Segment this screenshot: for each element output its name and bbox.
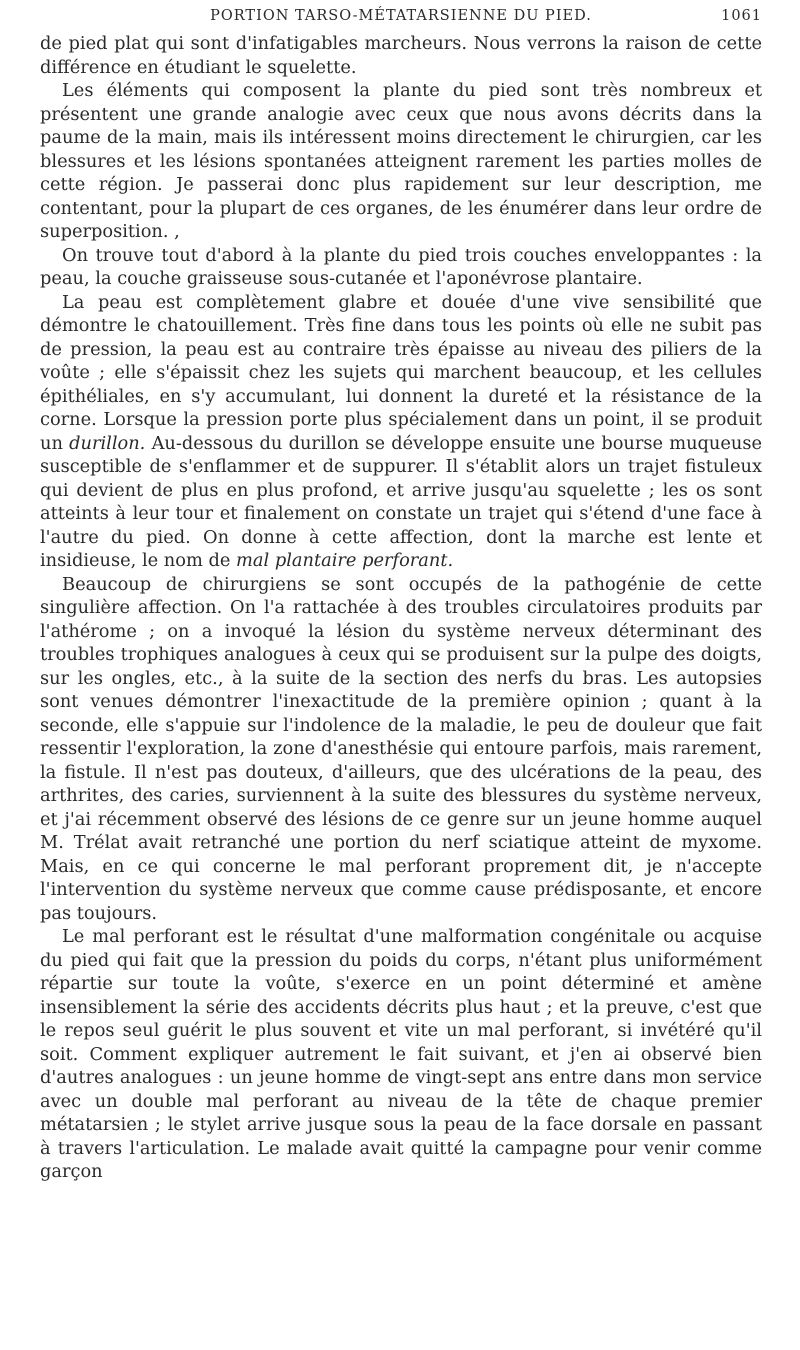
paragraph-pathogenesis: Beaucoup de chirurgiens se sont occupés de la pathogénie de cette singulière affection. On l'a rattachée à des troubles circulatoires produits par l'athérome ; on a invoqué la lésion du système nerveux déterminant des troubles trophiques analogues à ceux qui se produisent sur la pulpe des doigts, sur les ongles, etc., à la suite de la section des nerfs du bras. Les autopsies sont venues démontrer l'inexactitude de la première opinion ; quant à la seconde, elle s'appuie sur l'indolence de la maladie, le peu de douleur que fait ressentir l'exploration, la zone d'anesthésie qui entoure parfois, mais rarement, la fistule. Il n'est pas douteux, d'ailleurs, que des ulcérations de la peau, des arthrites, des caries, surviennent à la suite des blessures du système nerveux, et j'ai récemment observé des lésions de ce genre sur un jeune homme auquel M. Trélat avait retranché une portion du nerf sciatique atteint de myxome. Mais, en ce qui concerne le mal perforant proprement dit, je n'accepte l'intervention du système nerveux que comme cause prédisposante, et encore pas toujours. (40, 573, 762, 924)
page-number: 1061 (721, 8, 762, 24)
term-durillon: durillon. (69, 432, 146, 454)
paragraph-elements: Les éléments qui composent la plante du pied sont très nombreux et présentent une grande analogie avec ceux que nous avons décrits dans la paume de la main, mais ils intéressent moins directement le chirurgien, car les blessures et les lésions spontanées atteignent rarement les parties molles de cette région. Je passerai donc plus rapidement sur leur description, me contentant, pour la plupart de ces organes, de les énumérer dans leur ordre de superposition. , (40, 80, 762, 242)
paragraph-layers: On trouve tout d'abord à la plante du pied trois couches enveloppantes : la peau, la couche graisseuse sous-cutanée et l'aponévrose plantaire. (40, 244, 762, 289)
paragraph-skin-part-2: Au-dessous du durillon se développe ensuite une bourse muqueuse susceptible de s'enflammer et de suppurer. Il s'établit alors un trajet fistuleux qui devient de plus en plus profond, et arrive jusqu'au squelette ; les os sont atteints à leur tour et finalement on constate un trajet qui s'étend d'une face à l'autre du pied. On donne à cette affection, dont la marche est lente et insidieuse, le nom de (40, 432, 762, 571)
running-title: PORTION TARSO-MÉTATARSIENNE DU PIED. (210, 8, 592, 24)
paragraph-skin-part-1: La peau est complètement glabre et douée d'une vive sensibilité que démontre le chatouillement. Très fine dans tous les points où elle ne subit pas de pression, la peau est au contraire très épaisse au niveau des piliers de la voûte ; elle s'épaissit chez les sujets qui marchent beaucoup, et les cellules épithéliales, en s'y accumulant, lui donnent la dureté et la résistance de la corne. Lorsque la pression porte plus spécialement dans un point, il se produit un (40, 291, 762, 454)
paragraph-skin (40, 291, 762, 573)
running-header (40, 8, 762, 32)
term-mal-plantaire-perforant: mal plantaire perforant. (236, 550, 454, 571)
paragraph-continuation: de pied plat qui sont d'infatigables marcheurs. Nous verrons la raison de cette différence en étudiant le squelette. (40, 33, 762, 78)
paragraph-cause: Le mal perforant est le résultat d'une malformation congénitale ou acquise du pied qui fait que la pression du poids du corps, n'étant plus uniformément répartie sur toute la voûte, s'exerce en un point déterminé et amène insensiblement la série des accidents décrits plus haut ; et la preuve, c'est que le repos seul guérit le plus souvent et vite un mal perforant, si invétéré qu'il soit. Comment expliquer autrement le fait suivant, et j'en ai observé bien d'autres analogues : un jeune homme de vingt-sept ans entre dans mon service avec un double mal perforant au niveau de la tête de chaque premier métatarsien ; le stylet arrive jusque sous la peau de la face dorsale en passant à travers l'articulation. Le malade avait quitté la campagne pour venir comme garçon (40, 926, 762, 1182)
body-text (40, 32, 762, 1184)
